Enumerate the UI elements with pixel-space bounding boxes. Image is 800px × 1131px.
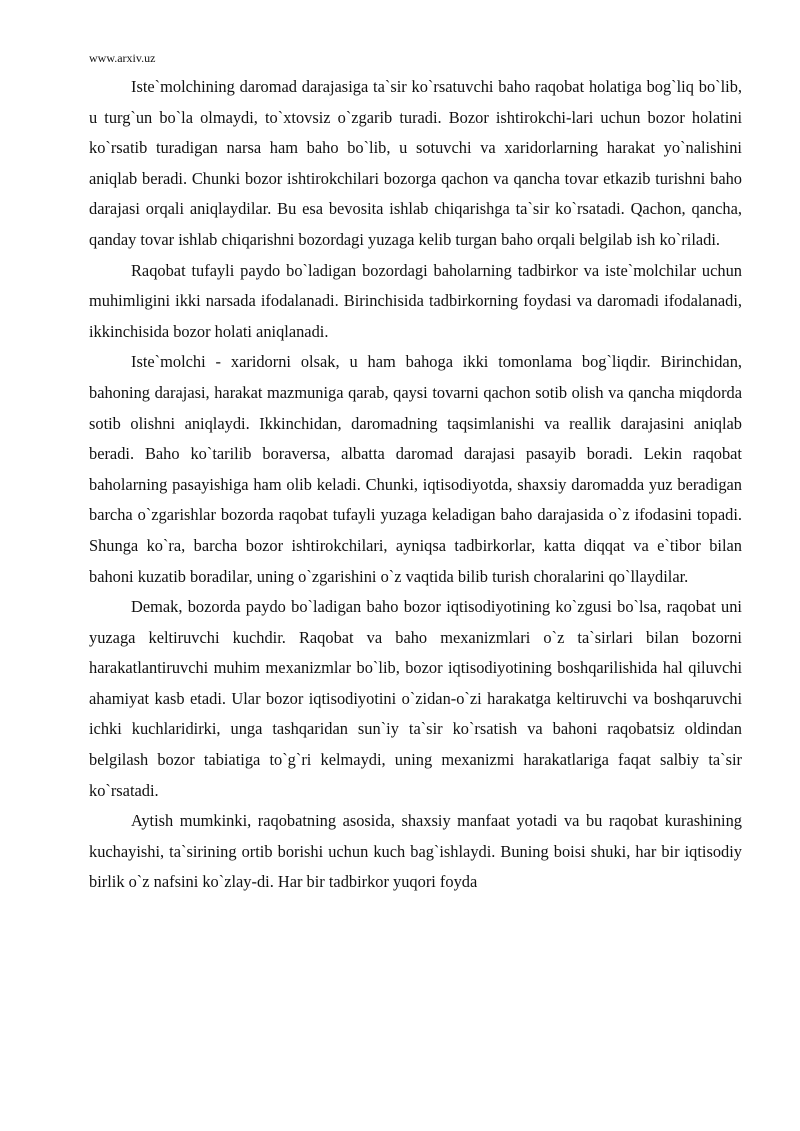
paragraph: Raqobat tufayli paydo bo`ladigan bozordagi baholarning tadbirkor va iste`molchilar uchun muhimligini ikki narsada ifodalanadi. Birinchisida tadbirkorning foydasi va daromadi ifodalanadi, ikkinchisida bozor holati aniqlanadi. bbox=[89, 260, 742, 341]
source-url: www.arxiv.uz bbox=[89, 51, 156, 65]
paragraph: Demak, bozorda paydo bo`ladigan baho bozor iqtisodiyotining ko`zgusi bo`lsa, raqobat uni yuzaga keltiruvchi kuchdir. Raqobat va baho mexanizmlari o`z ta`sirlari bilan bozorni harakatlantiruvchi muhim mexanizmlar bo`lib, bozor iqtisodiyotining boshqarilishida hal qiluvchi ahamiyat kasb etadi. Ular bozor iqtisodiyotini o`zidan-o`zi harakatga keltiruvchi va boshqaruvchi ichki kuchlaridirki, unga tashqaridan sun`iy ta`sir ko`rsatish va bahoni raqobatsiz oldindan belgilash bozor tabiatiga to`g`ri kelmaydi, uning mexanizmi harakatlariga faqat salbiy ta`sir ko`rsatadi. bbox=[89, 597, 742, 800]
paragraph: Aytish mumkinki, raqobatning asosida, shaxsiy manfaat yotadi va bu raqobat kurashining kuchayishi, ta`sirining ortib borishi uchun kuch bag`ishlaydi. Buning boisi shuki, har bir iqtisodiy birlik o`z nafsini ko`zlay-di. Har bir tadbirkor yuqori foyda bbox=[89, 811, 742, 892]
document-body bbox=[89, 72, 742, 898]
paragraph: Iste`molchi - xaridorni olsak, u ham bahoga ikki tomonlama bog`liqdir. Birinchidan, bahoning darajasi, harakat mazmuniga qarab, qaysi tovarni qachon sotib olish va qancha miqdorda sotib olishni aniqlaydi. Ikkinchidan, daromadning taqsimlanishi va reallik darajasini aniqlab beradi. Baho ko`tarilib boraversa, albatta daromad darajasi pasayib boradi. Lekin raqobat baholarning pasayishiga ham olib keladi. Chunki, iqtisodiyotda, shaxsiy daromadda yuz beradigan barcha o`zgarishlar bozorda raqobat tufayli yuzaga keladigan baho darajasida o`z ifodasini topadi. Shunga ko`ra, barcha bozor ishtirokchilari, ayniqsa tadbirkorlar, katta diqqat va e`tibor bilan bahoni kuzatib boradilar, uning o`zgarishini o`z vaqtida bilib turish choralarini qo`llaydilar. bbox=[89, 352, 742, 586]
paragraph: Iste`molchining daromad darajasiga ta`sir ko`rsatuvchi baho raqobat holatiga bog`liq bo`lib, u turg`un bo`la olmaydi, to`xtovsiz o`zgarib turadi. Bozor ishtirokchi-lari uchun bozor holatini ko`rsatib turadigan narsa ham baho bo`lib, u sotuvchi va xaridorlarning harakat yo`nalishini aniqlab beradi. Chunki bozor ishtirokchilari bozorga qachon va qancha tovar etkazib turishni baho darajasi orqali aniqlaydilar. Bu esa bevosita ishlab chiqarishga ta`sir ko`rsatadi. Qachon, qancha, qanday tovar ishlab chiqarishni bozordagi yuzaga kelib turgan baho orqali belgilab ish ko`riladi. bbox=[89, 77, 742, 249]
